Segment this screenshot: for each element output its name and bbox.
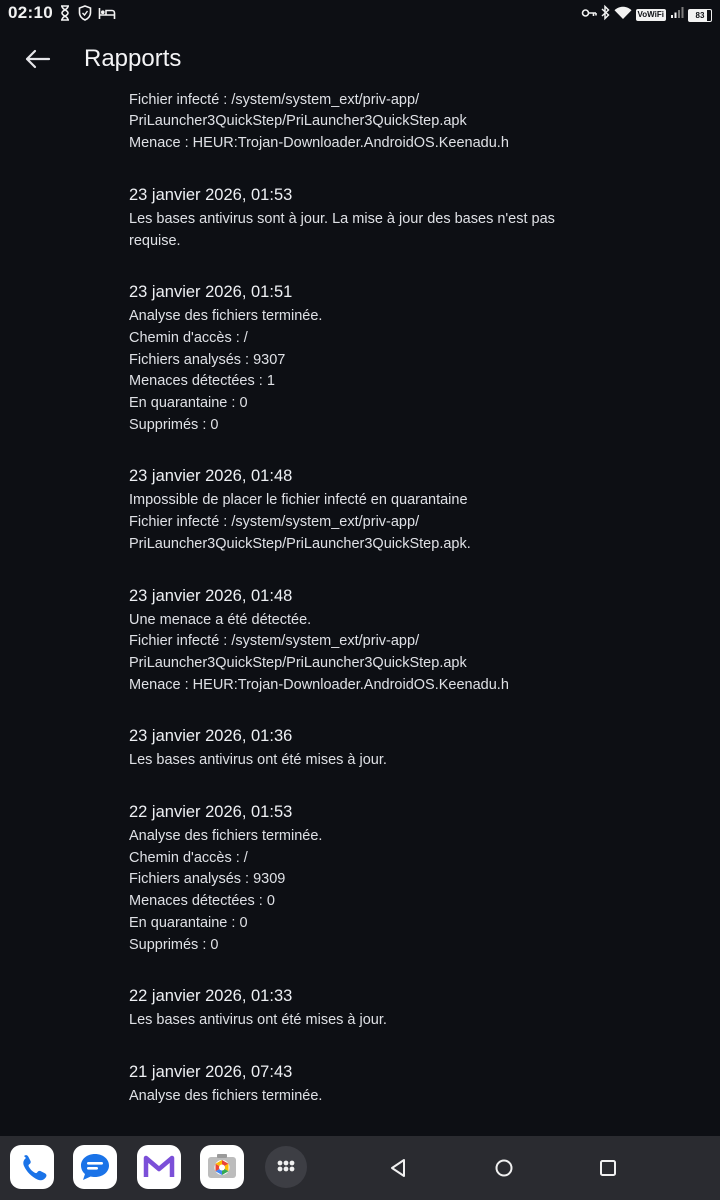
report-date: 23 janvier 2026, 01:53 <box>129 185 293 204</box>
triangle-back-icon <box>384 1169 412 1186</box>
key-icon <box>581 6 597 25</box>
report-line: Impossible de placer le fichier infecté en quarantaine <box>129 492 468 509</box>
chat-bubble-icon <box>73 1145 117 1189</box>
report-line: requise. <box>129 232 181 249</box>
report-line: Chemin d'accès : / <box>129 849 248 866</box>
report-line: En quarantaine : 0 <box>129 914 248 931</box>
bed-icon <box>98 5 116 26</box>
report-date: 23 janvier 2026, 01:48 <box>129 586 293 605</box>
report-line: En quarantaine : 0 <box>129 395 248 412</box>
report-line: Analyse des fichiers terminée. <box>129 308 323 325</box>
report-line: Fichiers analysés : 9309 <box>129 871 286 888</box>
report-line: Une menace a été détectée. <box>129 611 312 628</box>
app-bar <box>0 28 720 90</box>
taskbar <box>0 1136 720 1200</box>
arrow-back-icon <box>18 62 58 79</box>
report-date: 23 janvier 2026, 01:51 <box>129 283 293 302</box>
status-system-icons <box>581 5 712 25</box>
status-bar <box>0 0 720 28</box>
report-date: 21 janvier 2026, 07:43 <box>129 1062 293 1081</box>
report-line: Fichier infecté : /system/system_ext/priv-app/ <box>129 91 420 108</box>
gallery-app-button[interactable] <box>200 1145 244 1189</box>
battery-indicator <box>688 9 712 22</box>
report-line: PriLauncher3QuickStep/PriLauncher3QuickStep.apk <box>129 654 467 671</box>
circle-home-icon <box>490 1169 518 1186</box>
status-time: 02:10 <box>8 3 53 22</box>
report-line: PriLauncher3QuickStep/PriLauncher3QuickStep.apk. <box>129 535 471 552</box>
report-entry <box>129 724 669 772</box>
report-entry <box>129 280 669 436</box>
phone-icon <box>10 1145 54 1189</box>
vowifi-badge: VoWiFi <box>637 10 664 19</box>
report-line: Chemin d'accès : / <box>129 329 248 346</box>
report-line: Les bases antivirus ont été mises à jour. <box>129 752 387 769</box>
report-line: Menaces détectées : 1 <box>129 373 275 390</box>
square-recents-icon <box>594 1169 622 1186</box>
report-line: Menaces détectées : 0 <box>129 893 275 910</box>
report-line: Fichiers analysés : 9307 <box>129 351 286 368</box>
signal-icon <box>670 6 684 24</box>
report-date: 23 janvier 2026, 01:36 <box>129 727 293 746</box>
report-line: Fichier infecté : /system/system_ext/priv-app/ <box>129 514 420 531</box>
back-button[interactable] <box>18 43 58 75</box>
page-title: Rapports <box>84 45 182 72</box>
nav-back-button[interactable] <box>384 1154 412 1182</box>
report-line: Les bases antivirus ont été mises à jour. <box>129 1012 387 1029</box>
report-line: Menace : HEUR:Trojan-Downloader.AndroidOS.Keenadu.h <box>129 676 509 693</box>
report-entry <box>129 984 669 1032</box>
nav-recents-button[interactable] <box>594 1154 622 1182</box>
report-entry <box>129 800 669 956</box>
report-date: 23 janvier 2026, 01:48 <box>129 467 293 486</box>
report-line: Menace : HEUR:Trojan-Downloader.AndroidOS.Keenadu.h <box>129 135 509 152</box>
report-entry <box>129 1060 669 1108</box>
report-line: Analyse des fichiers terminée. <box>129 828 323 845</box>
wifi-icon <box>614 6 632 25</box>
report-line: Analyse des fichiers terminée. <box>129 1087 323 1104</box>
report-line: Les bases antivirus sont à jour. La mise à jour des bases n'est pas <box>129 210 555 227</box>
messages-app-button[interactable] <box>73 1145 117 1189</box>
bluetooth-icon <box>601 5 610 25</box>
mail-m-icon <box>137 1145 181 1189</box>
grid-dots-icon <box>265 1175 307 1192</box>
report-entry <box>129 183 669 252</box>
app-drawer-button[interactable] <box>265 1146 307 1188</box>
camera-gallery-icon <box>200 1145 244 1189</box>
report-line: PriLauncher3QuickStep/PriLauncher3QuickStep.apk <box>129 113 467 130</box>
report-list <box>129 68 669 1136</box>
shield-icon <box>78 5 92 26</box>
report-date: 22 janvier 2026, 01:53 <box>129 803 293 822</box>
hourglass-icon <box>58 5 72 26</box>
status-notification-icons <box>58 5 116 26</box>
nav-home-button[interactable] <box>490 1154 518 1182</box>
reports-scroll-area[interactable] <box>0 90 720 1136</box>
battery-label: 83 <box>695 10 705 20</box>
phone-app-button[interactable] <box>10 1145 54 1189</box>
report-line: Fichier infecté : /system/system_ext/priv-app/ <box>129 633 420 650</box>
report-line: Supprimés : 0 <box>129 416 219 433</box>
report-date: 22 janvier 2026, 01:33 <box>129 987 293 1006</box>
report-entry <box>129 584 669 697</box>
mail-app-button[interactable] <box>137 1145 181 1189</box>
report-entry <box>129 464 669 555</box>
report-line: Supprimés : 0 <box>129 936 219 953</box>
